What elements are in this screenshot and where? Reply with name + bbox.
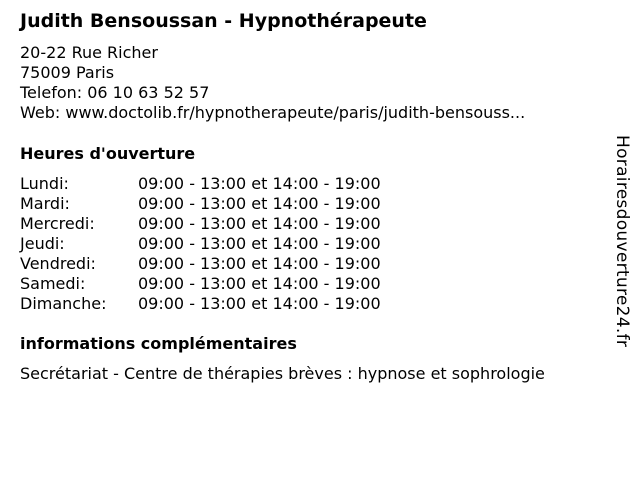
day-label: Samedi: <box>20 274 86 293</box>
website-link: Web: www.doctolib.fr/hypnotherapeute/paris/judith-bensouss... <box>20 103 526 122</box>
time-range: 09:00 - 13:00 et 14:00 - 19:00 <box>138 214 381 233</box>
day-label: Mardi: <box>20 194 70 213</box>
street-address: 20-22 Rue Richer <box>20 43 158 62</box>
day-label: Dimanche: <box>20 294 107 313</box>
hours-heading: Heures d'ouverture <box>20 144 196 163</box>
time-range: 09:00 - 13:00 et 14:00 - 19:00 <box>138 254 381 273</box>
city-address: 75009 Paris <box>20 63 115 82</box>
time-range: 09:00 - 13:00 et 14:00 - 19:00 <box>138 294 381 313</box>
time-range: 09:00 - 13:00 et 14:00 - 19:00 <box>138 194 381 213</box>
day-label: Mercredi: <box>20 214 95 233</box>
business-title: Judith Bensoussan - Hypnothérapeute <box>20 10 427 32</box>
phone-number: Telefon: 06 10 63 52 57 <box>20 83 210 102</box>
site-watermark: Horairesdouverture24.fr <box>612 135 632 348</box>
day-label: Lundi: <box>20 174 69 193</box>
time-range: 09:00 - 13:00 et 14:00 - 19:00 <box>138 274 381 293</box>
info-text: Secrétariat - Centre de thérapies brèves : hypnose et sophrologie <box>20 364 545 383</box>
address-block <box>20 43 525 123</box>
day-label: Vendredi: <box>20 254 96 273</box>
info-heading: informations complémentaires <box>20 334 297 353</box>
day-label: Jeudi: <box>20 234 65 253</box>
time-range: 09:00 - 13:00 et 14:00 - 19:00 <box>138 174 381 193</box>
time-range: 09:00 - 13:00 et 14:00 - 19:00 <box>138 234 381 253</box>
